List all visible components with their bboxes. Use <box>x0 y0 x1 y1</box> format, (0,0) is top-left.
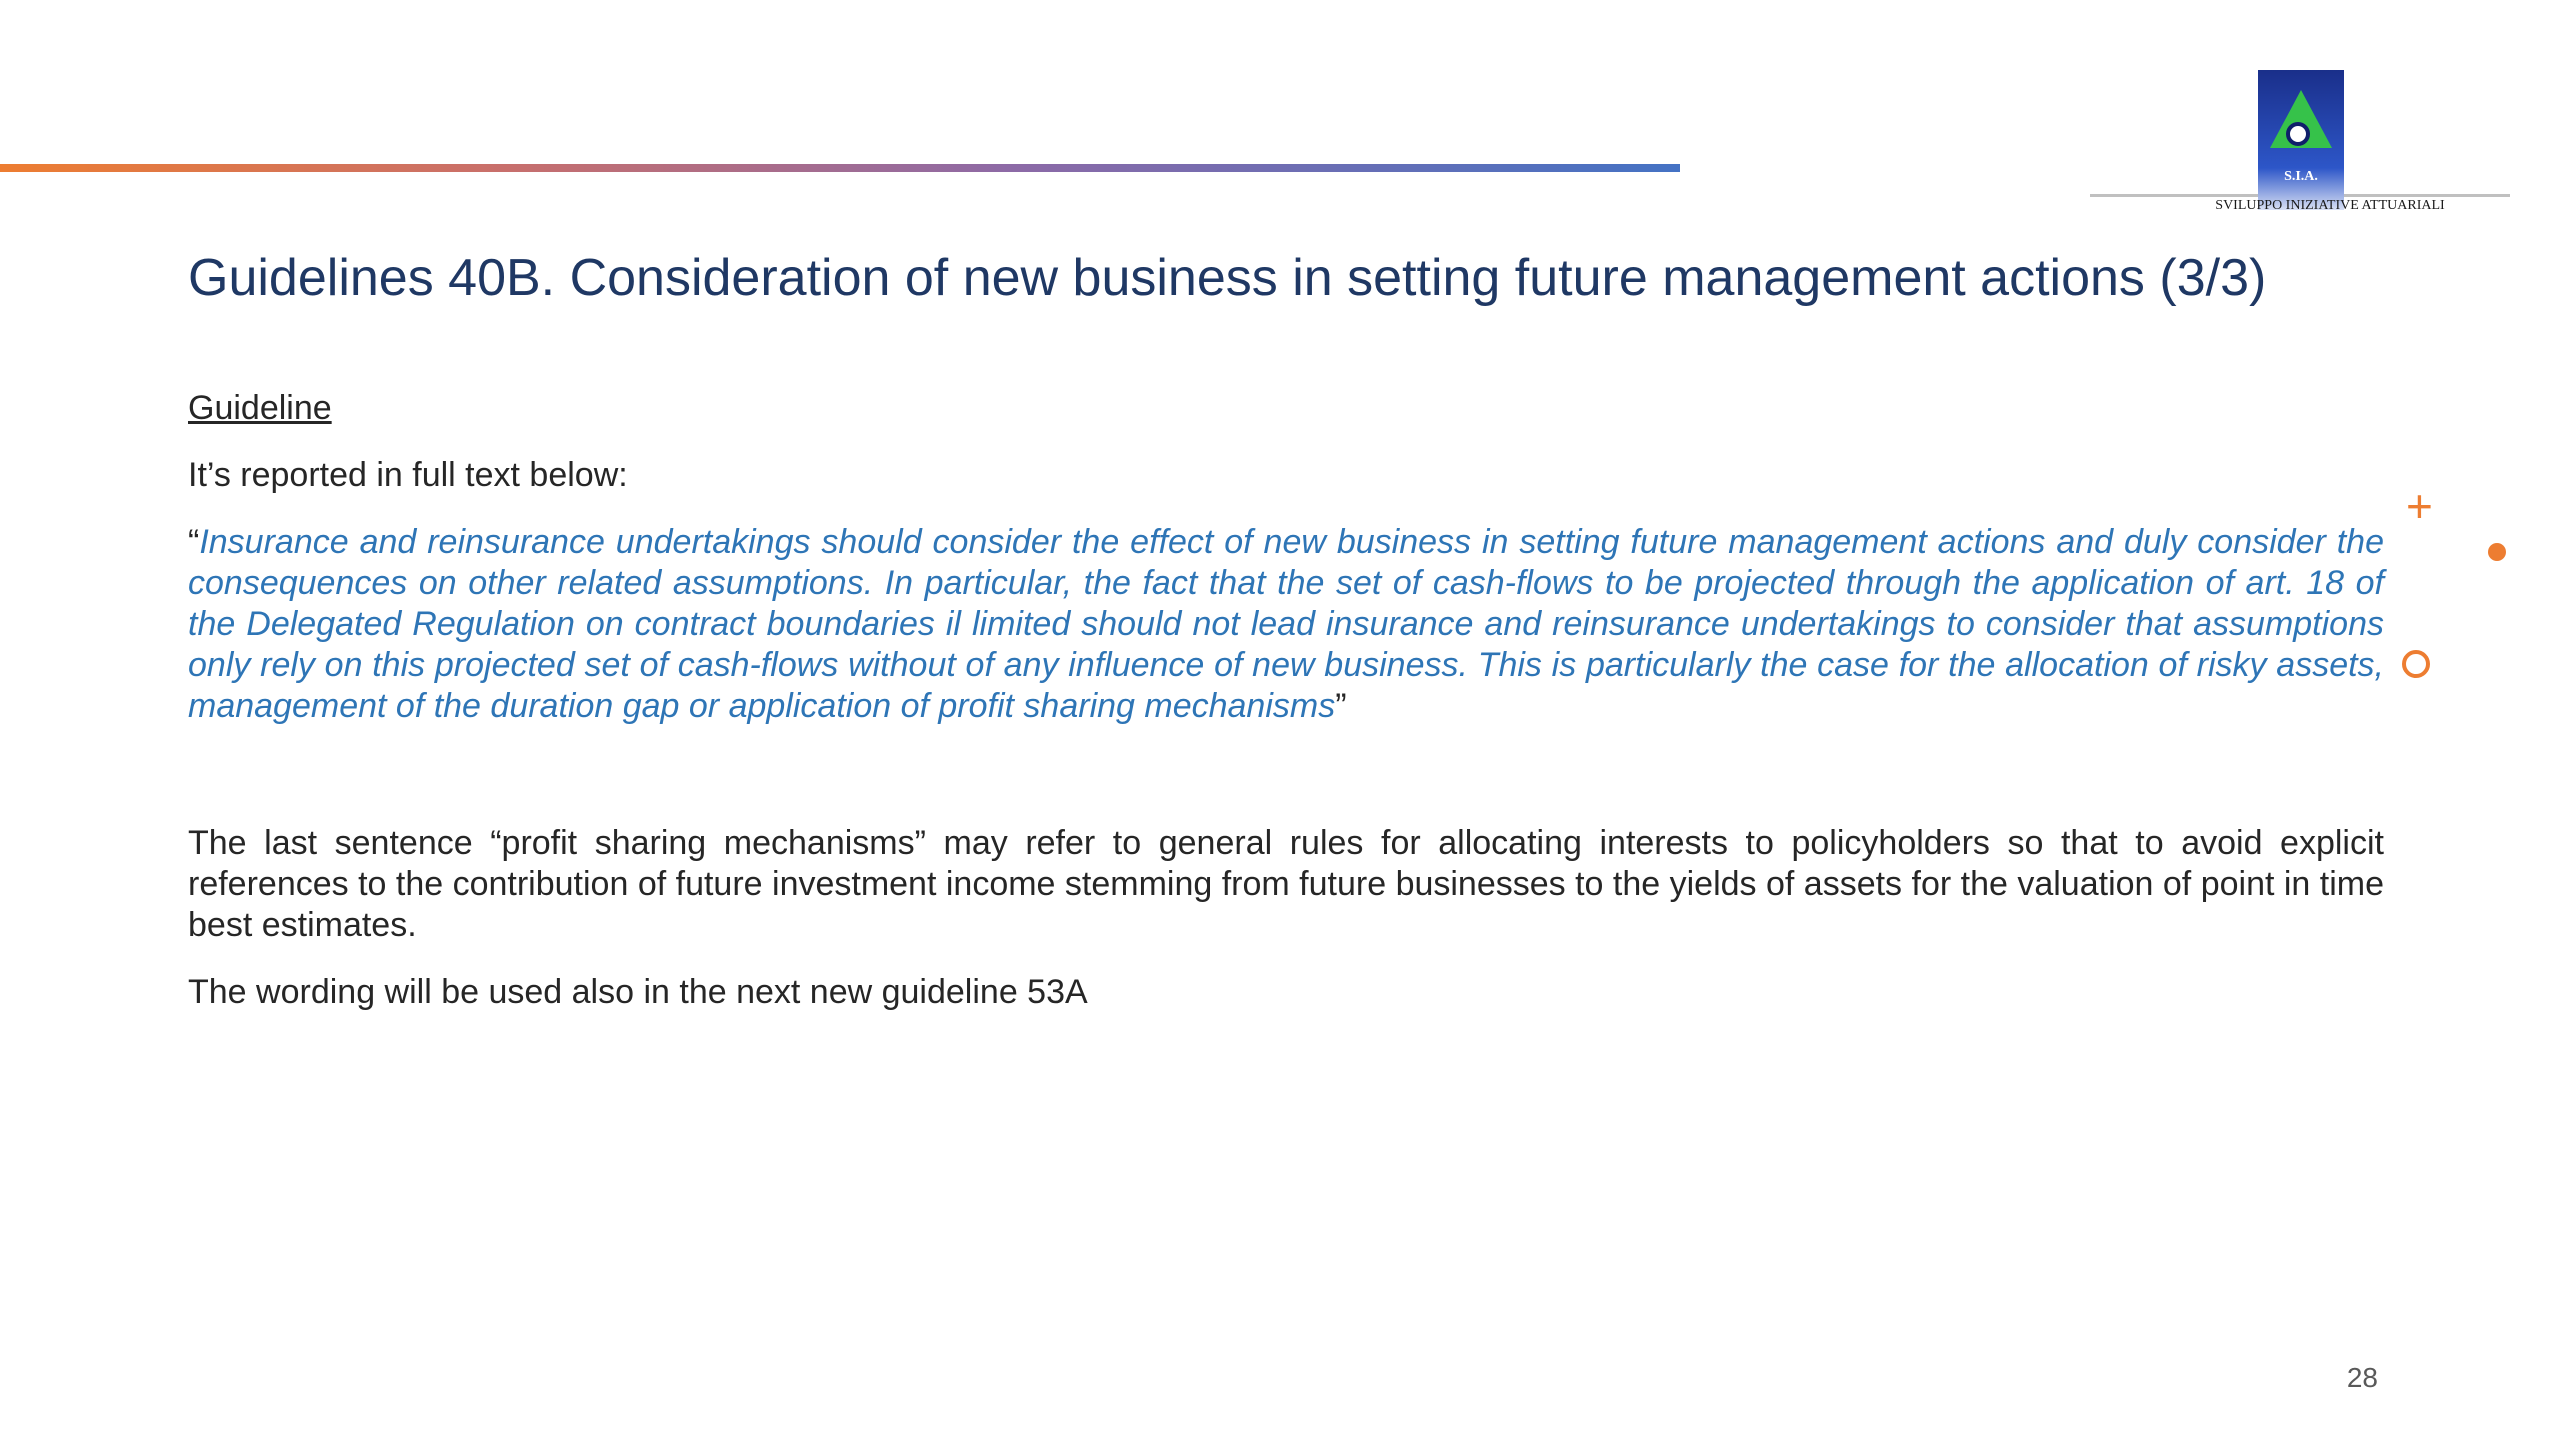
section-heading: Guideline <box>188 389 332 427</box>
explanation-paragraph: The last sentence “profit sharing mechanisms” may refer to general rules for allocating interests to policyholders so that to avoid explicit references to the contribution of future investment income stemming from future businesses to the yields of assets for the valuation of point in time best estimates. <box>188 824 2385 944</box>
plus-decoration-icon: + <box>2406 480 2433 532</box>
quote-open-mark: “ <box>188 523 200 561</box>
logo-circle <box>2286 122 2310 146</box>
logo-badge <box>2258 70 2344 210</box>
logo-name: S.I.A. <box>2284 169 2318 184</box>
ring-decoration-icon <box>2402 650 2430 678</box>
guideline-quote <box>188 522 2384 727</box>
wording-note: The wording will be used also in the next new guideline 53A <box>188 973 1088 1011</box>
header-gradient-bar <box>0 164 1680 172</box>
company-logo <box>2090 68 2510 248</box>
quote-text: Insurance and reinsurance undertakings should consider the effect of new business in setting future management actions and duly consider the consequences on other related assumptions. In particular, the fact that the set of cash-flows to be projected through the application of art. 18 of the Delegated Regulation on contract boundaries il limited should not lead insurance and reinsurance undertakings to consider that assumptions only rely on this projected set of cash-flows without of any influence of new business. This is particularly the case for the allocation of risky assets, management of the duration gap or application of profit sharing mechanisms <box>188 523 2384 725</box>
slide-title: Guidelines 40B. Consideration of new business in setting future management actions (3/3) <box>188 249 2267 307</box>
logo-subtitle: SVILUPPO INIZIATIVE ATTUARIALI <box>2215 198 2445 213</box>
dot-decoration-icon <box>2488 543 2506 561</box>
quote-close-mark: ” <box>1335 687 1347 725</box>
page-number: 28 <box>2346 1362 2378 1393</box>
slide-body <box>188 388 2384 1013</box>
intro-text: It’s reported in full text below: <box>188 456 628 494</box>
